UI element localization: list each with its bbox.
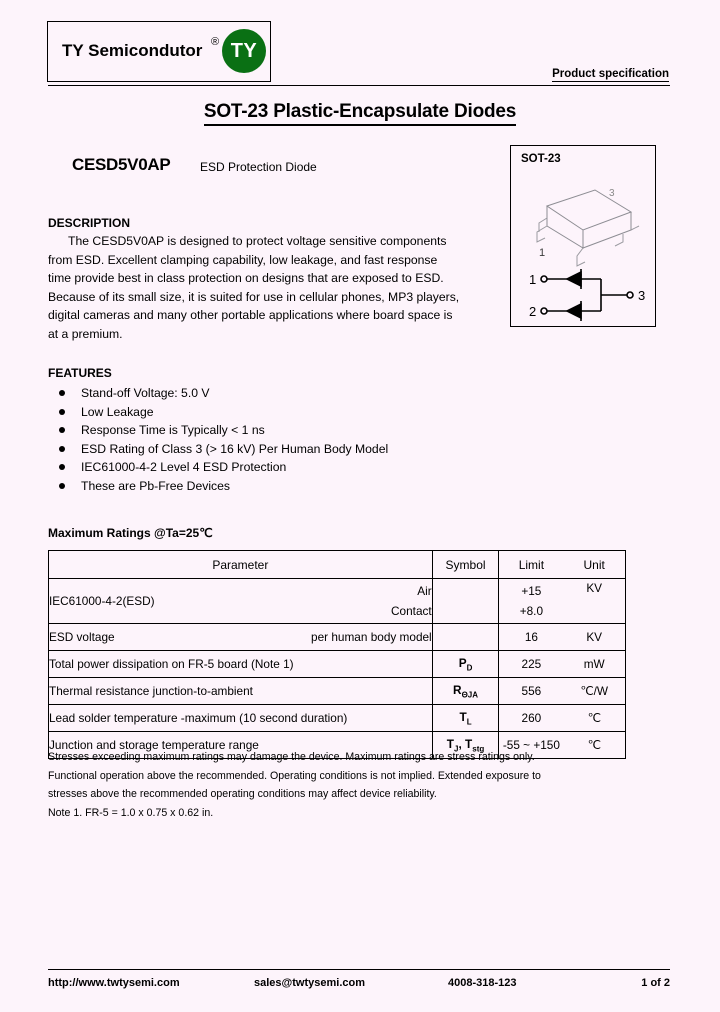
cell-symbol — [432, 579, 499, 624]
package-pin-3-label: 3 — [609, 188, 615, 199]
symbol-tl: $T_L$ — [459, 709, 472, 727]
cell-parameter — [49, 678, 433, 705]
table-row — [49, 678, 626, 705]
cell-parameter — [49, 624, 433, 651]
column-header-unit: Unit — [583, 557, 605, 572]
condition-contact: Contact — [391, 604, 432, 618]
package-pin-1-label: 1 — [539, 247, 546, 259]
company-logo-box — [47, 21, 271, 82]
parameter-label: IEC61000-4-2(ESD) — [49, 594, 155, 608]
column-header-limit: Limit — [518, 557, 545, 572]
cell-unit: ℃ — [587, 738, 601, 752]
parameter-condition: per human body model — [311, 630, 432, 644]
cell-limit-unit — [499, 651, 626, 678]
description-body: The CESD5V0AP is designed to protect voltage sensitive components from ESD. Excellent clamping capability, low leakage, and fast response time provide best in class protection on designs that are exposed to ESD. Because of its small size, it is suited for use in cellular phones, MP3 players, digital cameras and many other portable applications where board space is at a premium. — [48, 234, 460, 341]
cell-symbol — [432, 651, 499, 678]
parameter-label: Junction and storage temperature range — [49, 738, 259, 752]
product-specification-label: Product specification — [552, 68, 669, 80]
description-text — [48, 232, 460, 344]
page-title-text: SOT-23 Plastic-Encapsulate Diodes — [204, 101, 516, 126]
note-line-4: Note 1. FR-5 = 1.0 x 0.75 x 0.62 in. — [48, 806, 214, 819]
footer-page-number: 1 of 2 — [641, 977, 670, 989]
footer-email-link[interactable]: sales@twtysemi.com — [254, 977, 365, 989]
cell-limit — [499, 581, 563, 621]
list-item — [48, 403, 468, 422]
limit-contact: +8.0 — [519, 604, 544, 618]
ratings-title: Maximum Ratings @Ta=25℃ — [48, 526, 213, 540]
feature-label: ESD Rating of Class 3 (> 16 kV) Per Human Body Model — [81, 441, 389, 456]
footer-divider — [48, 969, 670, 970]
features-heading: FEATURES — [48, 366, 112, 380]
column-header-parameter: Parameter — [49, 551, 433, 579]
symbol-tj-tstg: $T_J$, $T_{stg}$ — [446, 736, 485, 754]
note-line-3: stresses above the recommended operating conditions may affect device reliability. — [48, 788, 437, 800]
cell-limit: 556 — [521, 684, 542, 698]
cell-unit: KV — [586, 630, 603, 644]
cell-limit: -55 ~ +150 — [502, 738, 560, 752]
cell-parameter — [49, 579, 433, 624]
bullet-icon — [59, 483, 65, 489]
bullet-icon — [59, 390, 65, 396]
parameter-label: Total power dissipation on FR-5 board (Note 1) — [49, 657, 294, 671]
table-row — [49, 705, 626, 732]
cell-parameter — [49, 705, 433, 732]
feature-label: Low Leakage — [81, 404, 154, 419]
table-row — [49, 579, 626, 624]
feature-label: IEC61000-4-2 Level 4 ESD Protection — [81, 460, 287, 475]
table-header-row — [49, 551, 626, 579]
table-row — [49, 651, 626, 678]
schematic-pin-1-label: 1 — [529, 272, 537, 287]
parameter-label: Thermal resistance junction-to-ambient — [49, 684, 253, 698]
list-item — [48, 440, 468, 459]
bullet-icon — [59, 409, 65, 415]
list-item — [48, 384, 468, 403]
feature-label: These are Pb-Free Devices — [81, 478, 231, 493]
registered-trademark-icon: ® — [211, 36, 220, 48]
page-title — [0, 101, 720, 123]
part-number: CESD5V0AP — [72, 155, 171, 174]
maximum-ratings-table — [48, 550, 626, 759]
table-row — [49, 624, 626, 651]
ty-logo-icon — [222, 29, 266, 73]
cell-symbol — [432, 624, 499, 651]
note-line-1: Stresses exceeding maximum ratings may damage the device. Maximum ratings are stress ratings only. — [48, 751, 535, 763]
condition-air: Air — [417, 584, 432, 598]
feature-label: Stand-off Voltage: 5.0 V — [81, 386, 210, 400]
features-list — [48, 384, 468, 496]
cell-limit-unit — [499, 624, 626, 651]
cell-symbol — [432, 678, 499, 705]
bullet-icon — [59, 427, 65, 433]
cell-unit: ℃ — [587, 711, 601, 725]
cell-limit-unit — [499, 579, 626, 624]
limit-air: +15 — [521, 584, 542, 598]
parameter-label: Lead solder temperature -maximum (10 second duration) — [49, 711, 348, 725]
cell-symbol — [432, 705, 499, 732]
parameter-conditions — [391, 581, 432, 621]
feature-label: Response Time is Typically < 1 ns — [81, 423, 265, 438]
schematic-pin-2-label: 2 — [529, 304, 537, 319]
company-name: TY Semicondutor — [62, 41, 203, 60]
list-item — [48, 421, 468, 440]
package-outline-box — [510, 145, 656, 327]
description-heading: DESCRIPTION — [48, 216, 131, 230]
ty-logo-label: TY — [230, 40, 258, 62]
cell-limit-unit — [499, 678, 626, 705]
symbol-pd: $P_D$ — [458, 655, 473, 673]
cell-limit: 260 — [521, 711, 542, 725]
footer-phone: 4008-318-123 — [448, 977, 517, 989]
column-header-symbol: Symbol — [432, 551, 499, 579]
sot23-package-drawing-icon — [511, 168, 655, 324]
part-description: ESD Protection Diode — [200, 160, 317, 174]
note-line-2: Functional operation above the recommended. Operating conditions is not implied. Extended exposure to — [48, 769, 541, 782]
bullet-icon — [59, 464, 65, 470]
list-item — [48, 458, 468, 477]
bullet-icon — [59, 446, 65, 452]
symbol-rthja: $R_{\Theta JA}$ — [453, 682, 479, 700]
cell-limit-unit — [499, 705, 626, 732]
parameter-label: ESD voltage — [49, 630, 115, 644]
cell-parameter — [49, 651, 433, 678]
list-item — [48, 477, 468, 496]
cell-unit: ℃/W — [580, 684, 609, 698]
package-name: SOT-23 — [521, 153, 561, 165]
column-header-limit-unit — [499, 551, 626, 579]
cell-limit: 16 — [524, 630, 538, 644]
cell-unit: KV — [586, 581, 603, 595]
cell-unit: mW — [583, 657, 605, 671]
cell-limit: 225 — [521, 657, 542, 671]
table-notes — [48, 748, 628, 822]
header-divider — [48, 85, 670, 86]
schematic-pin-3-label: 3 — [638, 288, 646, 303]
footer-website-link[interactable]: http://www.twtysemi.com — [48, 977, 180, 989]
